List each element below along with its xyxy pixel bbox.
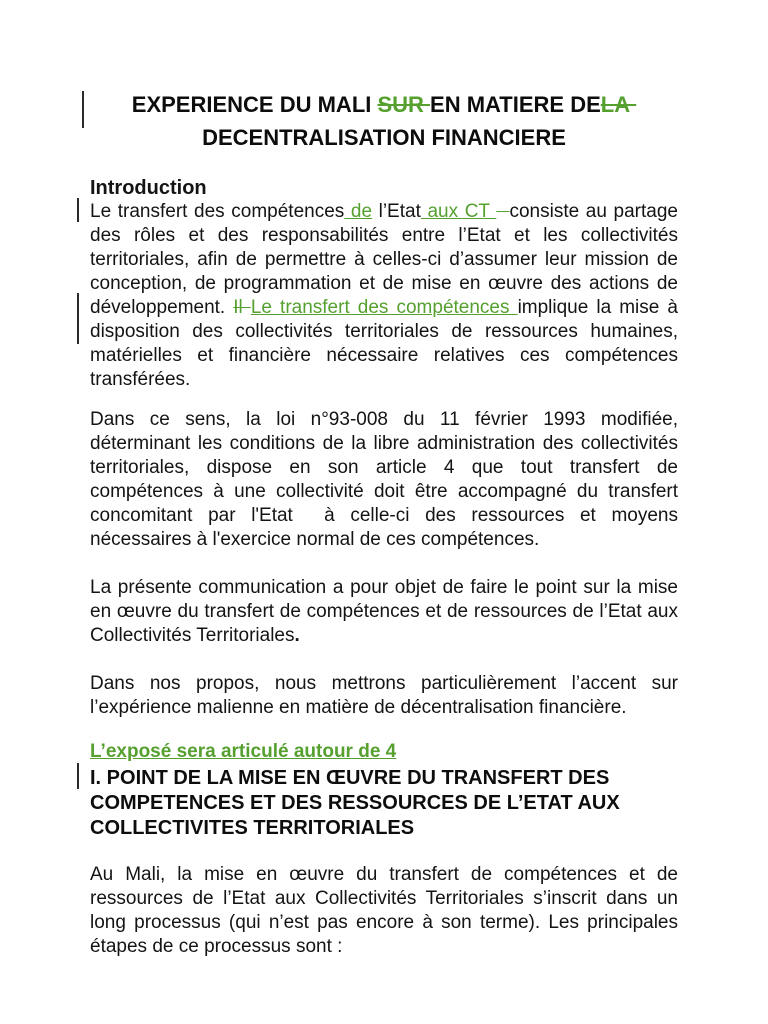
title-line-2: DECENTRALISATION FINANCIERE (202, 125, 566, 150)
intro-heading: Introduction (90, 177, 207, 199)
paragraph-transfert-competences (90, 200, 678, 392)
change-bar-insertion (77, 293, 79, 344)
text-run: consiste au partage des rôles et des responsabilités entre l’Etat et les collectivités territoriales, afin de permettre à celles-ci d’assumer leur mission de conception, de programmation et de mise en œuvre des actions de développement. (90, 201, 678, 318)
text-run: l’Etat (372, 201, 421, 222)
change-bar-expose (77, 763, 79, 789)
paragraph-loi-93-008: Dans ce sens, la loi n°93-008 du 11 février 1993 modifiée, déterminant les conditions de la libre administration des collectivités territoriales, dispose en son article 4 que tout transfert de compétences à une collectivité doit être accompagné du transfert concomitant par l'Etat à celle-ci des ressources et moyens nécessaires à l'exercice normal de ces compétences. (90, 409, 678, 550)
paragraph-presente-communication (90, 576, 678, 648)
expose-heading-inserted: L’exposé sera articulé autour de 4 (90, 741, 397, 762)
deleted-text (496, 201, 509, 222)
inserted-text: Le transfert des compétences (250, 297, 518, 318)
deleted-text: SUR (377, 92, 431, 117)
inserted-text: de (344, 201, 373, 222)
title-line-1 (90, 88, 678, 121)
change-bar-intro-line (77, 198, 79, 222)
text-run: Le transfert des compétences (90, 201, 345, 222)
page-content (90, 88, 678, 959)
paragraph-dans-nos-propos: Dans nos propos, nous mettrons particulièrement l’accent sur l’expérience malienne en matière de décentralisation financière. (90, 673, 678, 718)
deleted-text: Il (233, 297, 251, 318)
text-run: implique la mise à disposition des collectivités territoriales de ressources humaines, matérielles et financière nécessaire relatives ces compétences transférées. (90, 297, 678, 390)
inserted-text: aux CT (420, 201, 497, 222)
paragraph-au-mali: Au Mali, la mise en œuvre du transfert de compétences et de ressources de l’Etat aux Collectivités Territoriales s’inscrit dans un long processus (qui n’est pas encore à son terme). Les principales étapes de ce processus sont : (90, 864, 678, 957)
change-bar-title (82, 91, 84, 128)
text-run: EN MATIERE DE (430, 92, 601, 117)
section-1-heading: I. POINT DE LA MISE EN ŒUVRE DU TRANSFERT DES COMPETENCES ET DES RESSOURCES DE L’ETAT AUX COLLECTIVITES TERRITORIALES (90, 767, 620, 839)
text-run: EXPERIENCE DU MALI (131, 92, 378, 117)
deleted-text: LA (600, 92, 637, 117)
text-run: La présente communication a pour objet de faire le point sur la mise en œuvre du transfert de compétences et de ressources de l’Etat aux Collectivités Territoriales (90, 577, 678, 646)
document-title (90, 88, 678, 154)
text-run: . (294, 625, 300, 646)
